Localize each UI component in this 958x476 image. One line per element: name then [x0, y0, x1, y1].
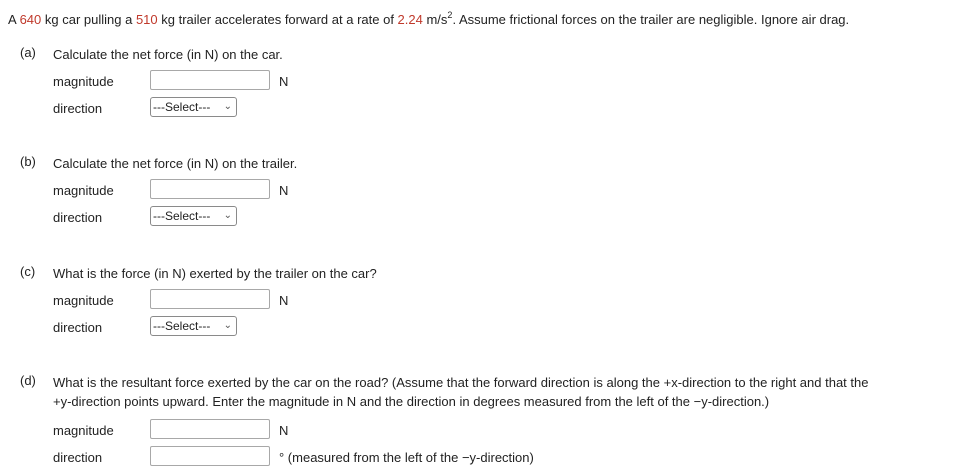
direction-label: direction [53, 450, 103, 465]
direction-select-b[interactable] [150, 206, 237, 226]
question-line: +y-direction points upward. Enter the magnitude in N and the direction in degrees measured from the left of the −y-direction.) [53, 394, 770, 409]
magnitude-label: magnitude [53, 293, 114, 308]
part-label: (b) [20, 154, 36, 169]
direction-select-c[interactable] [150, 316, 237, 336]
direction-row-a [53, 97, 953, 121]
direction-row-c [53, 316, 953, 340]
magnitude-row-c [53, 289, 953, 313]
intro-text: kg car pulling a [41, 12, 136, 27]
select-value: ---Select--- [153, 319, 211, 333]
unit-label: N [279, 423, 289, 438]
part-question: Calculate the net force (in N) on the car. [53, 47, 283, 62]
magnitude-label: magnitude [53, 183, 114, 198]
direction-label: direction [53, 101, 103, 116]
chevron-down-icon: ⌄ [223, 210, 232, 221]
direction-select-a[interactable] [150, 97, 237, 117]
intro-text: A [8, 12, 20, 27]
direction-label: direction [53, 210, 103, 225]
part-label: (c) [20, 264, 36, 279]
part-question: Calculate the net force (in N) on the trailer. [53, 156, 298, 171]
direction-row-d [53, 446, 953, 470]
part-label: (a) [20, 45, 36, 60]
select-value: ---Select--- [153, 100, 211, 114]
unit-label: N [279, 293, 289, 308]
magnitude-input-a[interactable] [150, 70, 270, 90]
select-value: ---Select--- [153, 209, 211, 223]
magnitude-row-b [53, 179, 953, 203]
magnitude-label: magnitude [53, 74, 114, 89]
intro-text: m/s [422, 12, 448, 27]
magnitude-label: magnitude [53, 423, 114, 438]
unit-exponent: 2 [447, 10, 453, 20]
intro-text: kg trailer accelerates forward at a rate of [157, 12, 398, 27]
acceleration-value: 2.24 [397, 12, 423, 27]
part-label: (d) [20, 373, 36, 388]
magnitude-input-c[interactable] [150, 289, 270, 309]
chevron-down-icon: ⌄ [223, 101, 232, 112]
chevron-down-icon: ⌄ [223, 320, 232, 331]
car-mass-value: 640 [19, 12, 42, 27]
magnitude-row-a [53, 70, 953, 94]
trailer-mass-value: 510 [135, 12, 158, 27]
unit-label: N [279, 183, 289, 198]
part-question: What is the force (in N) exerted by the trailer on the car? [53, 266, 377, 281]
magnitude-row-d [53, 419, 953, 443]
direction-row-b [53, 206, 953, 230]
magnitude-input-d[interactable] [150, 419, 270, 439]
direction-label: direction [53, 320, 103, 335]
problem-statement [8, 12, 849, 27]
question-line: What is the resultant force exerted by the car on the road? (Assume that the forward direction is along the +x-direction to the right and that the [53, 375, 869, 390]
intro-text: . Assume frictional forces on the trailer are negligible. Ignore air drag. [452, 12, 850, 27]
unit-label: N [279, 74, 289, 89]
direction-input-d[interactable] [150, 446, 270, 466]
magnitude-input-b[interactable] [150, 179, 270, 199]
part-question [53, 373, 868, 411]
degree-note: ° (measured from the left of the −y-direction) [279, 450, 534, 465]
